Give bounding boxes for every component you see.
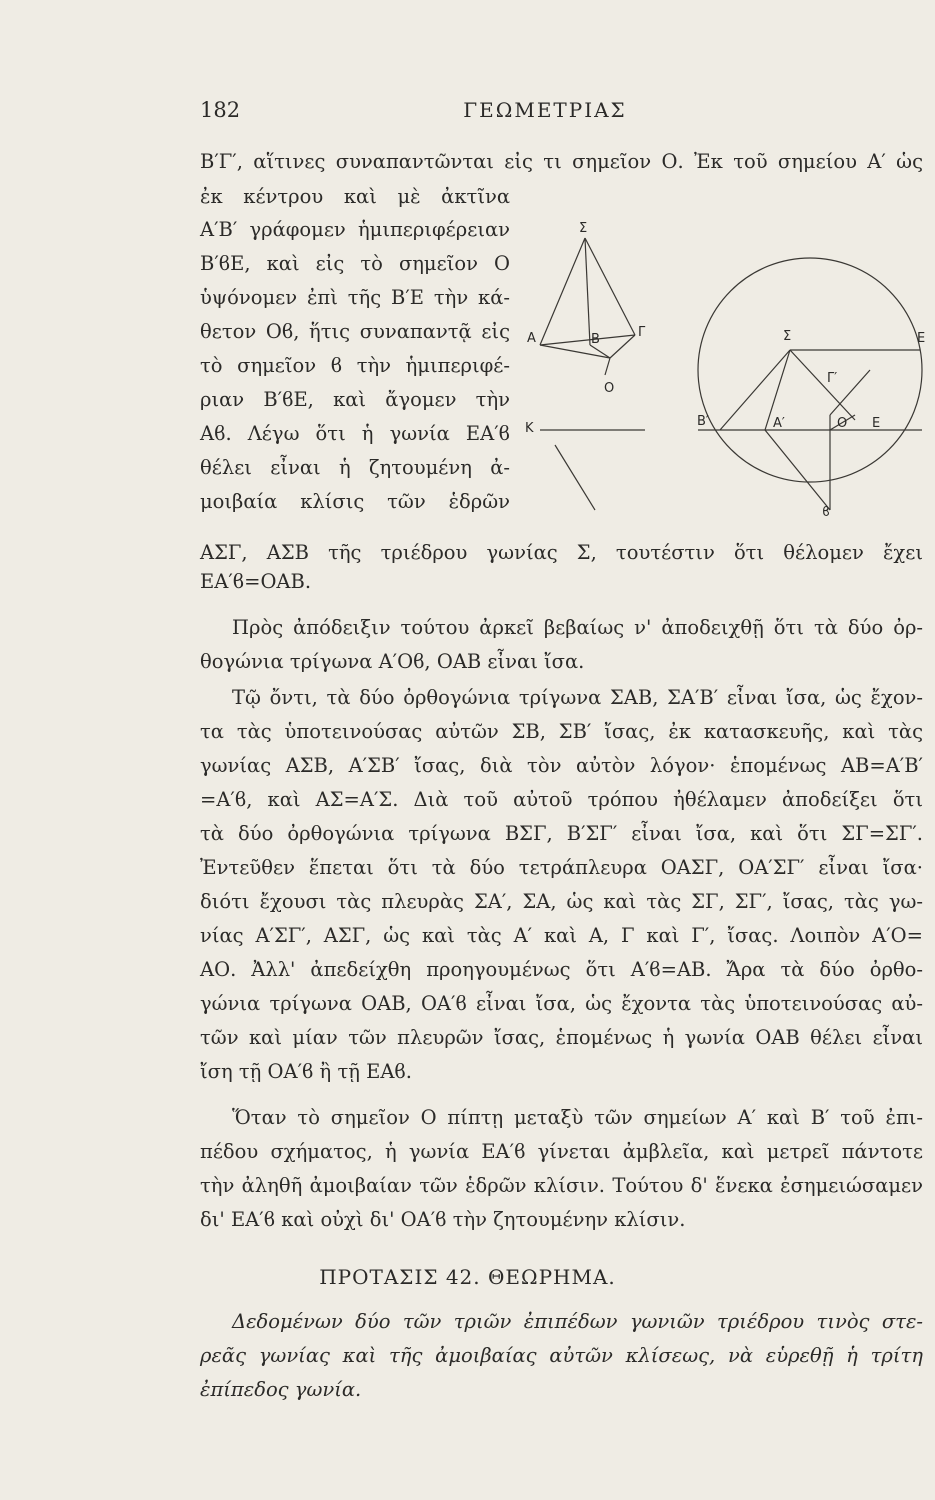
text-line: ΑΟ. Ἀλλ' ἀπεδείχθη προηγουμένως ὅτι Α′ϐ=ΑΒ. Ἄρα τὰ δύο ὀρθο- [200,958,923,981]
geometry-figure [525,210,930,540]
text-line: Αϐ. Λέγω ὅτι ἡ γωνία ΕΑ′ϐ [200,422,510,445]
page-header [200,98,890,128]
text-line: θετον Οϐ, ἥτις συναπαντᾷ εἰς [200,320,510,343]
label-G-prime: Γ′ [827,371,838,386]
text-line: πέδου σχήματος, ἡ γωνία ΕΑ′ϐ γίνεται ἀμβλεῖα, καὶ μετρεῖ πάντοτε [200,1140,923,1163]
label-O: Ο [604,381,615,396]
label-B-prime: Β′ [697,414,709,429]
text-line: Α′Β′ γράφομεν ἡμιπεριφέρειαν [200,218,510,241]
label-O-right: Ο [837,416,848,431]
text-line: =Α′ϐ, καὶ ΑΣ=Α′Σ. Διὰ τοῦ αὐτοῦ τρόπου ἠθέλαμεν ἀποδείξει ὅτι [200,788,923,811]
text-line: γώνια τρίγωνα ΟΑΒ, ΟΑ′ϐ εἶναι ἴσα, ὡς ἔχοντα τὰς ὑποτεινούσας αὐ- [200,992,923,1015]
label-sigma-right: Σ [783,329,792,344]
text-line: θογώνια τρίγωνα Α′Οϐ, ΟΑΒ εἶναι ἴσα. [200,650,585,673]
text-line: ἐκ κέντρου καὶ μὲ ἀκτῖνα [200,185,510,208]
running-title: ΓΕΩΜΕΤΡΙΑΣ [463,98,627,122]
text-line: διότι ἔχουσι τὰς πλευρὰς ΣΑ′, ΣΑ, ὡς καὶ τὰς ΣΓ, ΣΓ′, ἴσας, τὰς γω- [200,890,923,913]
text-line: τῶν καὶ μίαν τῶν πλευρῶν ἴσας, ἑπομένως ἡ γωνία ΟΑΒ θέλει εἶναι [200,1026,923,1049]
proposition-line: ἐπίπεδος γωνία. [200,1378,362,1401]
text-line: γωνίας ΑΣΒ, Α′ΣΒ′ ἴσας, διὰ τὸν αὐτὸν λόγον· ἑπομένως ΑΒ=Α′Β′ [200,754,923,777]
edge-line [555,445,595,510]
text-line: Β′Γ′, αἵτινες συναπαντῶνται εἰς τι σημεῖον Ο. Ἐκ τοῦ σημείου Α′ ὡς [200,150,923,173]
text-line: Τῷ ὄντι, τὰ δύο ὀρθογώνια τρίγωνα ΣΑΒ, ΣΑ′Β′ εἶναι ἴσα, ὡς ἔχον- [232,686,923,709]
edge-line [585,238,635,335]
label-B: Β [591,332,600,347]
edge-line [610,335,635,358]
label-A-prime: Α′ [773,416,785,431]
text-line: Ὅταν τὸ σημεῖον Ο πίπτῃ μεταξὺ τῶν σημείων Α′ καὶ Β′ τοῦ ἐπι- [232,1106,923,1129]
text-line: τα τὰς ὑποτεινούσας αὐτῶν ΣΒ, ΣΒ′ ἴσας, ἐκ κατασκευῆς, καὶ τὰς [200,720,923,743]
text-line: θέλει εἶναι ἡ ζητουμένη ἀ- [200,456,510,479]
text-line: Πρὸς ἀπόδειξιν τούτου ἀρκεῖ βεβαίως ν' ἀποδειχθῇ ὅτι τὰ δύο ὀρ- [232,616,923,639]
page-number: 182 [200,98,241,122]
edge-line [540,335,635,345]
proposition-heading: ΠΡΟΤΑΣΙΣ 42. ΘΕΩΡΗΜΑ. [319,1265,616,1289]
text-line: ΑΣΓ, ΑΣΒ τῆς τριέδρου γωνίας Σ, τουτέστιν ὅτι θέλομεν ἔχει [200,541,923,564]
circle [698,258,922,482]
edge-line [585,238,590,345]
label-b: ϐ [822,505,830,520]
text-line: ἴση τῇ ΟΑ′ϐ ἢ τῇ ΕΑϐ. [200,1060,412,1083]
text-line: ΕΑ′ϐ=ΟΑΒ. [200,570,312,593]
text-line: τὸ σημεῖον ϐ τὴν ἡμιπεριφέ- [200,354,510,377]
label-sigma: Σ [579,221,588,236]
edge-line [765,430,830,510]
proposition-line: Δεδομένων δύο τῶν τριῶν ἐπιπέδων γωνιῶν τριέδρου τινὸς στε- [232,1310,923,1333]
text-line: τὰ δύο ὀρθογώνια τρίγωνα ΒΣΓ, Β′ΣΓ′ εἶναι ἴσα, καὶ ὅτι ΣΓ=ΣΓ′. [200,822,923,845]
proposition-line: ρεᾶς γωνίας καὶ τῆς ἀμοιβαίας αὐτῶν κλίσεως, νὰ εὑρεθῇ ἡ τρίτη [200,1344,923,1367]
text-line: Β′ϐΕ, καὶ εἰς τὸ σημεῖον Ο [200,252,510,275]
text-line: δι' ΕΑ′ϐ καὶ οὐχὶ δι' ΟΑ′ϐ τὴν ζητουμένην κλίσιν. [200,1208,686,1231]
edge-line [540,238,585,345]
text-line: τὴν ἀληθῆ ἀμοιβαίαν τῶν ἑδρῶν κλίσιν. Τούτου δ' ἕνεκα ἐσημειώσαμεν [200,1174,923,1197]
edge-line [790,350,855,420]
text-line: νίας Α′ΣΓ′, ΑΣΓ, ὡς καὶ τὰς Α′ καὶ Α, Γ καὶ Γ′, ἴσας. Λοιπὸν Α′Ο= [200,924,923,947]
label-A: Α [527,331,536,346]
text-line: μοιβαία κλίσις τῶν ἑδρῶν [200,490,510,513]
label-G: Γ [638,325,646,340]
label-E: Ε [872,416,881,431]
label-E-top: Ε [917,331,926,346]
label-K: Κ [525,421,534,436]
text-line: ριαν Β′ϐΕ, καὶ ἄγομεν τὴν [200,388,510,411]
text-line: Ἐντεῦθεν ἕπεται ὅτι τὰ δύο τετράπλευρα ΟΑΣΓ, ΟΑ′ΣΓ′ εἶναι ἴσα· [200,856,923,879]
edge-line [605,358,610,375]
text-line: ὑψόνομεν ἐπὶ τῆς Β′Ε τὴν κά- [200,286,510,309]
